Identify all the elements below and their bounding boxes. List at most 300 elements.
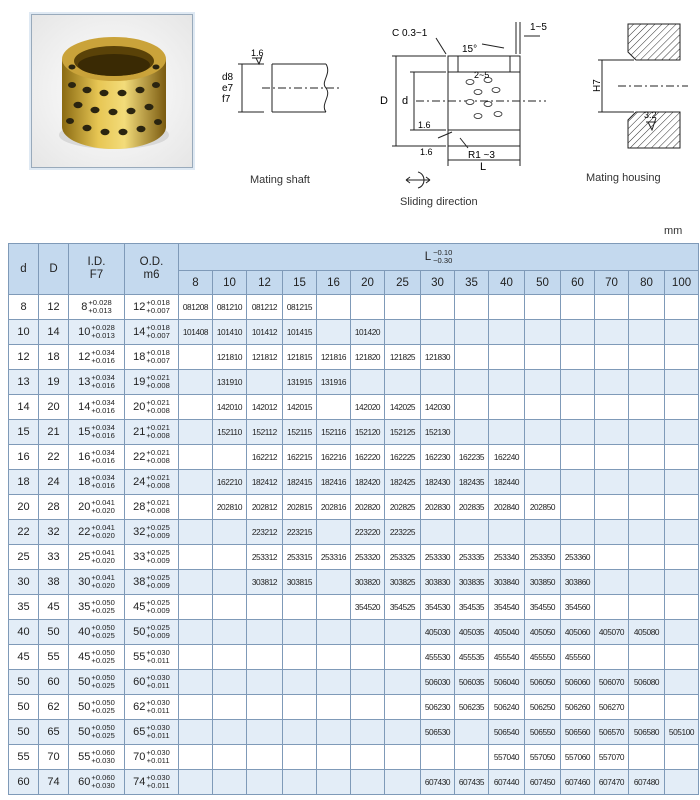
- length-header-8: 8: [179, 271, 213, 295]
- id-deviation: [91, 649, 114, 665]
- part-code-cell: 405060: [561, 620, 595, 645]
- id-deviation: [91, 599, 114, 615]
- od-tolerance-cell: [125, 720, 179, 745]
- part-code-cell: 303820: [351, 570, 385, 595]
- part-code-cell: 303812: [247, 570, 283, 595]
- id-upper: +0.034: [91, 472, 115, 482]
- part-code-cell: 152120: [351, 420, 385, 445]
- part-code-cell: 142025: [385, 395, 421, 420]
- id-base: 60: [78, 775, 91, 788]
- part-code-cell: [665, 595, 699, 620]
- od-tolerance-cell: [125, 570, 179, 595]
- table-row: [9, 745, 699, 770]
- part-code-cell: 506235: [455, 695, 489, 720]
- part-code-cell: 506035: [455, 670, 489, 695]
- part-code-cell: 455560: [561, 645, 595, 670]
- part-code-cell: 202825: [385, 495, 421, 520]
- part-code-cell: [179, 395, 213, 420]
- part-code-cell: [351, 670, 385, 695]
- id-base: 8: [81, 300, 88, 313]
- length-header-80: 80: [629, 271, 665, 295]
- part-code-cell: [317, 620, 351, 645]
- part-code-cell: [629, 520, 665, 545]
- cell-outer-d: 28: [39, 495, 69, 520]
- sliding-direction-caption: Sliding direction: [400, 196, 478, 208]
- od-lower: +0.011: [146, 755, 170, 765]
- part-code-cell: [179, 495, 213, 520]
- od-tolerance-cell: [125, 370, 179, 395]
- part-code-cell: 354550: [525, 595, 561, 620]
- part-code-cell: [595, 395, 629, 420]
- part-code-cell: 506530: [421, 720, 455, 745]
- od-tolerance-cell: [125, 645, 179, 670]
- cell-inner-d: 18: [9, 470, 39, 495]
- mating-shaft-figure: [218, 48, 348, 128]
- length-header-20: 20: [351, 271, 385, 295]
- od-tolerance-cell: [125, 345, 179, 370]
- part-code-cell: 223220: [351, 520, 385, 545]
- cell-outer-d: 20: [39, 395, 69, 420]
- cell-inner-d: 16: [9, 445, 39, 470]
- part-code-cell: [283, 770, 317, 795]
- id-tolerance-cell: [69, 520, 125, 545]
- cell-inner-d: 45: [9, 645, 39, 670]
- od-base: 55: [133, 650, 146, 663]
- part-code-cell: [179, 420, 213, 445]
- length-header-40: 40: [489, 271, 525, 295]
- part-code-cell: 202840: [489, 495, 525, 520]
- part-code-cell: [317, 595, 351, 620]
- id-base: 22: [78, 525, 91, 538]
- id-upper: +0.050: [91, 672, 115, 682]
- od-deviation: [146, 374, 169, 390]
- table-row: [9, 370, 699, 395]
- od-upper: +0.030: [146, 722, 170, 732]
- part-code-cell: 131915: [283, 370, 317, 395]
- part-code-cell: 121815: [283, 345, 317, 370]
- part-code-cell: 506580: [629, 720, 665, 745]
- id-tolerance-cell: [69, 645, 125, 670]
- id-tolerance-cell: [69, 570, 125, 595]
- id-deviation: [91, 674, 114, 690]
- part-code-cell: 121825: [385, 345, 421, 370]
- part-code-cell: [595, 495, 629, 520]
- part-code-cell: [247, 370, 283, 395]
- table-row: [9, 695, 699, 720]
- part-code-cell: 152110: [213, 420, 247, 445]
- cell-inner-d: 20: [9, 495, 39, 520]
- od-deviation: [146, 449, 169, 465]
- part-code-cell: [317, 570, 351, 595]
- part-code-cell: [283, 695, 317, 720]
- part-code-cell: [213, 445, 247, 470]
- id-tolerance-cell: [69, 545, 125, 570]
- id-deviation: [91, 774, 114, 790]
- id-tolerance-cell: [69, 770, 125, 795]
- id-upper: +0.060: [91, 747, 115, 757]
- od-upper: +0.021: [146, 447, 170, 457]
- od-base: 14: [133, 325, 146, 338]
- id-base: 13: [78, 375, 91, 388]
- id-upper: +0.060: [91, 772, 115, 782]
- part-code-cell: [489, 345, 525, 370]
- id-deviation: [91, 474, 114, 490]
- part-code-cell: [525, 345, 561, 370]
- part-code-cell: [213, 620, 247, 645]
- id-upper: +0.050: [91, 647, 115, 657]
- cell-outer-d: 32: [39, 520, 69, 545]
- part-code-cell: [595, 520, 629, 545]
- part-code-cell: [525, 295, 561, 320]
- part-code-cell: 303815: [283, 570, 317, 595]
- part-code-cell: 081208: [179, 295, 213, 320]
- length-header-60: 60: [561, 271, 595, 295]
- part-code-cell: [179, 345, 213, 370]
- cell-outer-d: 33: [39, 545, 69, 570]
- table-row: [9, 345, 699, 370]
- part-code-cell: 506050: [525, 670, 561, 695]
- id-lower: +0.030: [91, 780, 115, 790]
- length-header-50: 50: [525, 271, 561, 295]
- id-upper: +0.034: [91, 372, 115, 382]
- part-code-cell: [665, 545, 699, 570]
- id-deviation: [91, 449, 114, 465]
- od-upper: +0.021: [146, 422, 170, 432]
- od-upper: +0.018: [146, 347, 170, 357]
- part-code-cell: [455, 520, 489, 545]
- od-deviation: [146, 499, 169, 515]
- part-code-cell: [561, 345, 595, 370]
- part-code-cell: [179, 570, 213, 595]
- part-code-cell: 455530: [421, 645, 455, 670]
- length-header-30: 30: [421, 271, 455, 295]
- part-code-cell: [179, 670, 213, 695]
- part-code-cell: 142015: [283, 395, 317, 420]
- part-code-cell: [561, 295, 595, 320]
- part-code-cell: 253350: [525, 545, 561, 570]
- id-deviation: [91, 349, 114, 365]
- table-row: [9, 570, 699, 595]
- part-code-cell: 182416: [317, 470, 351, 495]
- od-deviation: [146, 324, 169, 340]
- od-tolerance-cell: [125, 495, 179, 520]
- id-deviation: [91, 749, 114, 765]
- id-lower: +0.020: [91, 555, 115, 565]
- part-code-cell: 506080: [629, 670, 665, 695]
- part-code-cell: [247, 720, 283, 745]
- part-code-cell: 506260: [561, 695, 595, 720]
- part-code-cell: [489, 520, 525, 545]
- part-code-cell: [317, 770, 351, 795]
- length-header-70: 70: [595, 271, 629, 295]
- part-code-cell: [595, 345, 629, 370]
- od-deviation: [146, 424, 169, 440]
- part-code-cell: [665, 295, 699, 320]
- od-base: 12: [133, 300, 146, 313]
- part-code-cell: [455, 420, 489, 445]
- od-upper: +0.021: [146, 397, 170, 407]
- part-code-cell: 505100: [665, 720, 699, 745]
- part-code-cell: [665, 395, 699, 420]
- part-code-cell: [317, 520, 351, 545]
- id-base: 14: [78, 400, 91, 413]
- part-code-cell: [455, 720, 489, 745]
- od-lower: +0.008: [146, 380, 170, 390]
- id-lower: +0.016: [91, 430, 115, 440]
- part-code-cell: 162225: [385, 445, 421, 470]
- table-row: [9, 470, 699, 495]
- od-lower: +0.009: [146, 580, 170, 590]
- part-code-cell: [595, 420, 629, 445]
- housing-fit: H7: [592, 79, 603, 92]
- part-code-cell: [421, 370, 455, 395]
- part-code-cell: [179, 620, 213, 645]
- part-code-cell: 253315: [283, 545, 317, 570]
- bronze-bushing-image: [32, 15, 192, 167]
- part-code-cell: 202835: [455, 495, 489, 520]
- part-code-cell: [179, 720, 213, 745]
- part-code-cell: [247, 745, 283, 770]
- part-code-cell: 142010: [213, 395, 247, 420]
- od-upper: +0.030: [146, 647, 170, 657]
- bushing-length: L: [480, 161, 487, 173]
- housing-roughness: 3.2: [644, 110, 657, 120]
- od-lower: +0.011: [146, 780, 170, 790]
- part-code-cell: [179, 370, 213, 395]
- length-tol-lower: −0.30: [433, 256, 453, 265]
- part-code-cell: [179, 745, 213, 770]
- id-lower: +0.025: [91, 655, 115, 665]
- part-code-cell: [665, 695, 699, 720]
- cell-inner-d: 50: [9, 670, 39, 695]
- col-header-d: d: [9, 244, 39, 295]
- id-lower: +0.013: [91, 330, 115, 340]
- part-code-cell: 162210: [213, 470, 247, 495]
- part-code-cell: [179, 695, 213, 720]
- od-base: 65: [133, 725, 146, 738]
- od-tolerance-cell: [125, 695, 179, 720]
- id-deviation: [91, 549, 114, 565]
- table-row: [9, 595, 699, 620]
- od-lower: +0.008: [146, 405, 170, 415]
- od-base: 38: [133, 575, 146, 588]
- cell-outer-d: 50: [39, 620, 69, 645]
- part-code-cell: [489, 420, 525, 445]
- id-tolerance-cell: [69, 295, 125, 320]
- id-lower: +0.020: [91, 580, 115, 590]
- part-code-cell: 253340: [489, 545, 525, 570]
- part-code-cell: 202810: [213, 495, 247, 520]
- id-base: 25: [78, 550, 91, 563]
- part-code-cell: 121810: [213, 345, 247, 370]
- id-base: 30: [78, 575, 91, 588]
- part-code-cell: 202830: [421, 495, 455, 520]
- part-code-cell: 405035: [455, 620, 489, 645]
- part-code-cell: 354530: [421, 595, 455, 620]
- cell-outer-d: 65: [39, 720, 69, 745]
- mating-housing-caption: Mating housing: [586, 172, 661, 184]
- od-tolerance-cell: [125, 420, 179, 445]
- part-code-cell: 557060: [561, 745, 595, 770]
- id-lower: +0.025: [91, 605, 115, 615]
- part-code-cell: 121816: [317, 345, 351, 370]
- product-photo: [31, 14, 193, 168]
- part-code-cell: 142030: [421, 395, 455, 420]
- length-tol-upper: −0.10: [433, 248, 453, 257]
- part-code-cell: [455, 745, 489, 770]
- od-deviation: [146, 774, 169, 790]
- part-code-cell: [629, 645, 665, 670]
- part-code-cell: 607470: [595, 770, 629, 795]
- spec-table: [8, 243, 699, 795]
- cell-inner-d: 25: [9, 545, 39, 570]
- shaft-tol-1: d8: [222, 72, 234, 83]
- od-lower: +0.008: [146, 430, 170, 440]
- part-code-cell: 405030: [421, 620, 455, 645]
- part-code-cell: [351, 720, 385, 745]
- part-code-cell: [665, 495, 699, 520]
- id-tolerance-cell: [69, 595, 125, 620]
- cell-inner-d: 60: [9, 770, 39, 795]
- od-lower: +0.008: [146, 480, 170, 490]
- id-deviation: [91, 699, 114, 715]
- part-code-cell: 182430: [421, 470, 455, 495]
- bushing-radius: R1 ~3: [468, 150, 495, 161]
- od-lower: +0.011: [146, 705, 170, 715]
- id-lower: +0.025: [91, 705, 115, 715]
- id-lower: +0.016: [91, 405, 115, 415]
- od-upper: +0.030: [146, 747, 170, 757]
- id-tolerance-cell: [69, 470, 125, 495]
- id-deviation: [91, 424, 114, 440]
- length-header-15: 15: [283, 271, 317, 295]
- part-code-cell: [665, 670, 699, 695]
- od-lower: +0.007: [146, 330, 170, 340]
- part-code-cell: [213, 770, 247, 795]
- id-tolerance-cell: [69, 445, 125, 470]
- part-code-cell: [595, 595, 629, 620]
- part-code-cell: [213, 645, 247, 670]
- od-lower: +0.009: [146, 605, 170, 615]
- od-base: 18: [133, 350, 146, 363]
- part-code-cell: 253316: [317, 545, 351, 570]
- od-lower: +0.009: [146, 555, 170, 565]
- id-upper: +0.034: [91, 347, 115, 357]
- table-row: [9, 395, 699, 420]
- part-code-cell: [385, 645, 421, 670]
- id-base: 10: [78, 325, 91, 338]
- table-row: [9, 770, 699, 795]
- part-code-cell: [351, 745, 385, 770]
- id-base: 40: [78, 625, 91, 638]
- part-code-cell: 303835: [455, 570, 489, 595]
- cell-inner-d: 55: [9, 745, 39, 770]
- cell-outer-d: 70: [39, 745, 69, 770]
- part-code-cell: [525, 320, 561, 345]
- od-base: 70: [133, 750, 146, 763]
- od-base: 60: [133, 675, 146, 688]
- od-base: 24: [133, 475, 146, 488]
- part-code-cell: [247, 645, 283, 670]
- part-code-cell: 506550: [525, 720, 561, 745]
- id-tolerance-cell: [69, 720, 125, 745]
- id-lower: +0.016: [91, 355, 115, 365]
- part-code-cell: 607480: [629, 770, 665, 795]
- od-upper: +0.025: [146, 597, 170, 607]
- part-code-cell: 506540: [489, 720, 525, 745]
- part-code-cell: [665, 770, 699, 795]
- cell-outer-d: 19: [39, 370, 69, 395]
- part-code-cell: [247, 770, 283, 795]
- part-code-cell: [247, 695, 283, 720]
- part-code-cell: 131916: [317, 370, 351, 395]
- part-code-cell: [213, 670, 247, 695]
- part-code-cell: [385, 695, 421, 720]
- part-code-cell: [489, 370, 525, 395]
- part-code-cell: [629, 745, 665, 770]
- id-lower: +0.013: [88, 305, 112, 315]
- table-row: [9, 645, 699, 670]
- part-code-cell: [629, 320, 665, 345]
- part-code-cell: [317, 320, 351, 345]
- length-header-10: 10: [213, 271, 247, 295]
- id-base: 18: [78, 475, 91, 488]
- id-lower: +0.016: [91, 380, 115, 390]
- od-tolerance-cell: [125, 745, 179, 770]
- bushing-lip: 1~5: [530, 22, 547, 33]
- od-lower: +0.011: [146, 680, 170, 690]
- part-code-cell: 506230: [421, 695, 455, 720]
- part-code-cell: [455, 345, 489, 370]
- part-code-cell: [385, 670, 421, 695]
- od-upper: +0.025: [146, 547, 170, 557]
- part-code-cell: [525, 370, 561, 395]
- od-upper: +0.018: [146, 297, 170, 307]
- part-code-cell: [665, 620, 699, 645]
- part-code-cell: 557050: [525, 745, 561, 770]
- part-code-cell: [629, 595, 665, 620]
- cell-outer-d: 38: [39, 570, 69, 595]
- od-tolerance-cell: [125, 295, 179, 320]
- id-upper: +0.034: [91, 397, 115, 407]
- od-deviation: [146, 299, 169, 315]
- part-code-cell: 354520: [351, 595, 385, 620]
- length-header-16: 16: [317, 271, 351, 295]
- part-code-cell: 182425: [385, 470, 421, 495]
- part-code-cell: [213, 720, 247, 745]
- part-code-cell: [561, 495, 595, 520]
- part-code-cell: [665, 570, 699, 595]
- part-code-cell: [179, 770, 213, 795]
- part-code-cell: 202812: [247, 495, 283, 520]
- cell-inner-d: 10: [9, 320, 39, 345]
- part-code-cell: [247, 620, 283, 645]
- part-code-cell: 152116: [317, 420, 351, 445]
- od-upper: +0.030: [146, 672, 170, 682]
- od-lower: +0.007: [146, 355, 170, 365]
- od-tolerance-cell: [125, 670, 179, 695]
- part-code-cell: 081212: [247, 295, 283, 320]
- part-code-cell: [665, 370, 699, 395]
- od-deviation: [146, 399, 169, 415]
- part-code-cell: 506030: [421, 670, 455, 695]
- cell-outer-d: 62: [39, 695, 69, 720]
- bushing-angle: 15°: [462, 44, 478, 55]
- od-lower: +0.009: [146, 630, 170, 640]
- part-code-cell: [561, 370, 595, 395]
- part-code-cell: 152115: [283, 420, 317, 445]
- table-row: [9, 445, 699, 470]
